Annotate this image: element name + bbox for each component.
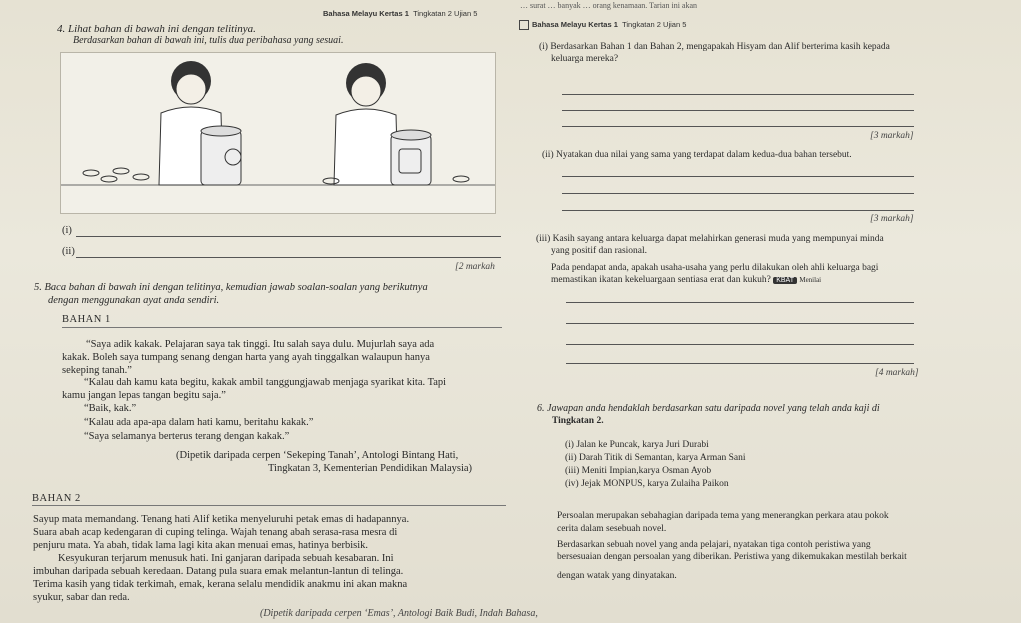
answer-line-qii[interactable] xyxy=(562,210,914,211)
answer-line-qiii[interactable] xyxy=(566,323,914,324)
children-coin-jar-drawing xyxy=(61,53,495,213)
qi-line2: keluarga mereka? xyxy=(551,54,619,64)
answer-line-qiii[interactable] xyxy=(566,363,914,364)
novel-item: (ii) Darah Titik di Semantan, karya Arman Sani xyxy=(565,453,746,463)
bahan1-line: kakak. Boleh saya tumpang senang dengan harta yang ayah tinggalkan walaupun hanya xyxy=(62,352,430,363)
answer-line-qi[interactable] xyxy=(562,126,914,127)
answer-i-label: (i) xyxy=(62,225,72,236)
q6-text: Berdasarkan sebuah novel yang anda pelajari, nyatakan tiga contoh peristiwa yang xyxy=(557,540,871,550)
q4-line2: Berdasarkan bahan di bawah ini, tulis dua peribahasa yang sesuai. xyxy=(73,35,344,46)
qiii-line1: (iii) Kasih sayang antara keluarga dapat melahirkan generasi muda yang mempunyai minda xyxy=(536,234,884,244)
bahan2-line: Suara abah acap kedengaran di cuping telinga. Wajah tenang abah serasa-rasa mesra di xyxy=(33,527,398,538)
bahan2-source: (Dipetik daripada cerpen ‘Emas’, Antologi Baik Budi, Indah Bahasa, xyxy=(260,608,538,619)
bahan2-line: penjuru mata. Ya abah, tidak lama lagi kita akan menuai emas, hatinya berbisik. xyxy=(33,540,369,551)
bahan1-divider xyxy=(62,327,502,328)
qi-line1: (i) Berdasarkan Bahan 1 dan Bahan 2, mengapakah Hisyam dan Alif berterima kasih kepada xyxy=(539,42,890,52)
qiii-line3: Pada pendapat anda, apakah usaha-usaha yang perlu dilakukan oleh ahli keluarga bagi xyxy=(551,263,879,273)
bahan1-line: “Saya selamanya berterus terang dengan kakak.” xyxy=(84,431,290,442)
bahan2-title: BAHAN 2 xyxy=(32,493,81,504)
kbat-badge: KBAT xyxy=(773,277,797,284)
bahan1-line: “Saya adik kakak. Pelajaran saya tak tinggi. Itu salah saya dulu. Mujurlah saya ada xyxy=(86,339,435,350)
bahan2-line: Kesyukuran terjarum menusuk hati. Ini ganjaran daripada sebuah kesabaran. Ini xyxy=(58,553,394,564)
q6-text: dengan watak yang dinyatakan. xyxy=(557,571,677,581)
q6-line1: 6. Jawapan anda hendaklah berdasarkan satu daripada novel yang telah anda kaji di xyxy=(537,403,880,414)
bahan2-divider xyxy=(32,505,506,506)
answer-line-ii[interactable] xyxy=(76,257,501,258)
answer-line-i[interactable] xyxy=(76,236,501,237)
bahan1-line: sekeping tanah.” xyxy=(62,365,132,376)
answer-line-qi[interactable] xyxy=(562,94,914,95)
answer-ii-label: (ii) xyxy=(62,246,75,257)
right-header: Bahasa Melayu Kertas 1 Tingkatan 2 Ujian 5 xyxy=(519,20,686,30)
qii-marks: [3 markah] xyxy=(870,214,914,224)
illustration-saving-coins xyxy=(60,52,496,214)
left-header: Bahasa Melayu Kertas 1 Tingkatan 2 Ujian 5 xyxy=(323,9,478,18)
qiii-marks: [4 markah] xyxy=(875,368,919,378)
q6-text: Persoalan merupakan sebahagian daripada tema yang menerangkan perkara atau pokok xyxy=(557,511,889,521)
novel-item: (i) Jalan ke Puncak, karya Juri Durabi xyxy=(565,440,709,450)
barcode-icon xyxy=(519,20,529,30)
qi-marks: [3 markah] xyxy=(870,131,914,141)
answer-line-qii[interactable] xyxy=(562,176,914,177)
bahan1-source: (Dipetik daripada cerpen ‘Sekeping Tanah’, Antologi Bintang Hati, xyxy=(176,450,459,461)
q6-text: bersesuaian dengan persoalan yang diberikan. Peristiwa yang dikemukakan mestilah berkait xyxy=(557,552,907,562)
q6-line2: Tingkatan 2. xyxy=(552,416,604,426)
top-right-text: … surat … banyak … orang kenamaan. Tarian ini akan xyxy=(520,1,698,10)
bahan1-source: Tingkatan 3, Kementerian Pendidikan Malaysia) xyxy=(268,463,473,474)
q6-text: cerita dalam sesebuah novel. xyxy=(557,524,667,534)
q5-line2: dengan menggunakan ayat anda sendiri. xyxy=(48,295,220,306)
bahan2-line: imbuhan daripada sebuah keredaan. Datang pula suara emak melantun-lantun di telinga. xyxy=(33,566,404,577)
qiii-line2: yang positif dan rasional. xyxy=(551,246,648,256)
q5-line1: 5. Baca bahan di bawah ini dengan telitinya, kemudian jawab soalan-soalan yang berikutnya xyxy=(34,282,428,293)
bahan1-line: “Kalau dah kamu kata begitu, kakak ambil tanggungjawab menjaga syarikat kita. Tapi xyxy=(84,377,447,388)
answer-line-qiii[interactable] xyxy=(566,302,914,303)
bahan2-line: Sayup mata memandang. Tenang hati Alif ketika menyeluruhi petak emas di hadapannya. xyxy=(33,514,410,525)
bahan1-line: kamu jangan lepas tangan begitu saja.” xyxy=(62,390,226,401)
novel-item: (iii) Meniti Impian,karya Osman Ayob xyxy=(565,466,712,476)
bahan1-line: “Kalau ada apa-apa dalam hati kamu, beritahu kakak.” xyxy=(84,417,314,428)
q4-line1: 4. Lihat bahan di bawah ini dengan telitinya. xyxy=(57,23,256,35)
bahan2-line: syukur, sabar dan reda. xyxy=(33,592,130,603)
qiii-line4: memastikan ikatan kekeluargaan sentiasa erat dan kukuh? KBAT Menilai xyxy=(551,275,822,285)
novel-item: (iv) Jejak MONPUS, karya Zulaiha Paikon xyxy=(565,479,729,489)
q4-marks: [2 markah xyxy=(455,262,495,272)
answer-line-qiii[interactable] xyxy=(566,344,914,345)
bahan2-line: Terima kasih yang tidak terkimah, emak, kerana selalu mendidik anakmu ini akan makna xyxy=(33,579,408,590)
kbat-sub: Menilai xyxy=(799,276,822,284)
answer-line-qi[interactable] xyxy=(562,110,914,111)
qii-text: (ii) Nyatakan dua nilai yang sama yang terdapat dalam kedua-dua bahan tersebut. xyxy=(542,150,852,160)
bahan1-title: BAHAN 1 xyxy=(62,314,111,325)
bahan1-line: “Baik, kak.” xyxy=(84,403,137,414)
answer-line-qii[interactable] xyxy=(562,193,914,194)
